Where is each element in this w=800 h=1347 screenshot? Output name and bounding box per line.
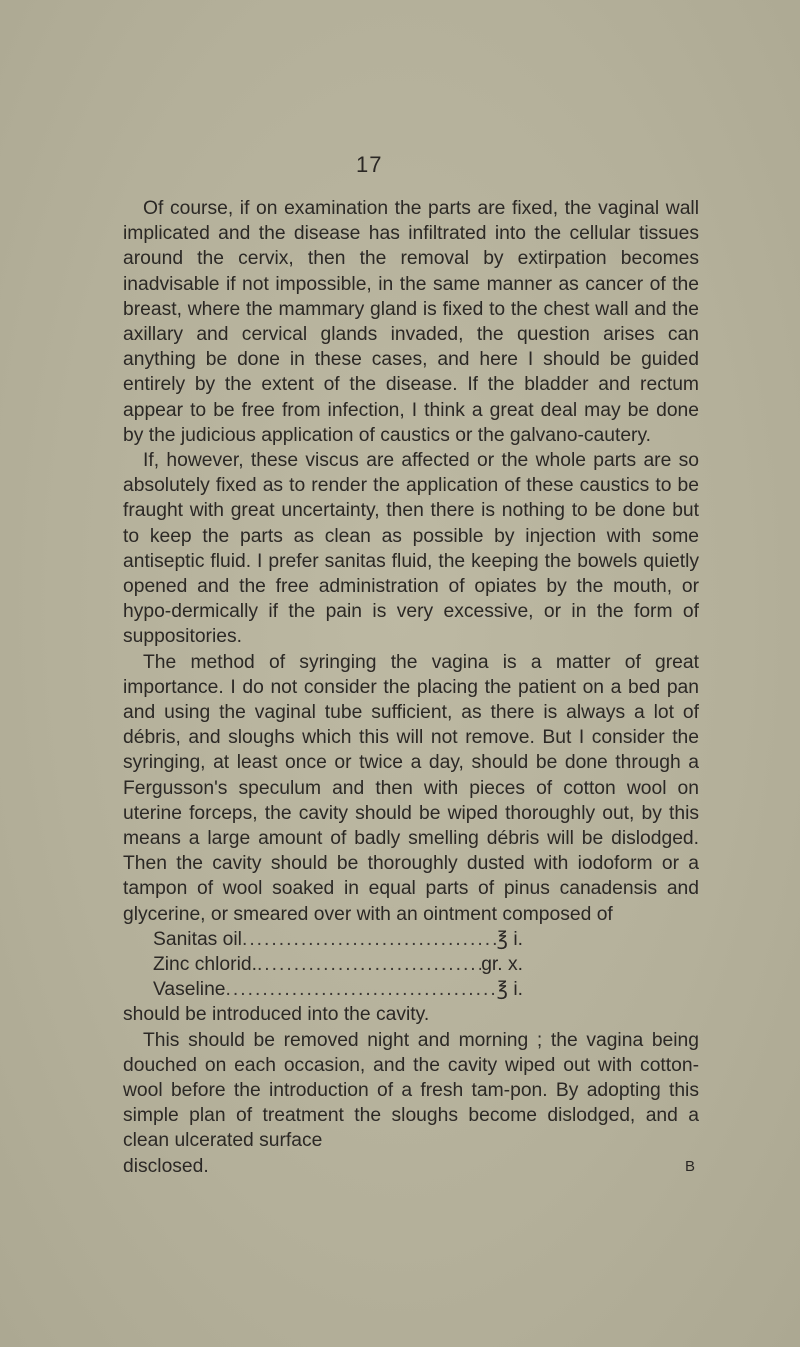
ingredient-quantity: ℥ i. [496,979,523,1001]
ingredient-quantity: gr. x. [481,954,523,976]
paragraph-4: This should be removed night and morning ; the vagina being douched on each occasion, and the cavity wiped out with cotton-wool before the introduction of a fresh tam-pon. By adopting this simple plan of treatment the sloughs become dislodged, and a clean ulcerated surface [123,1029,699,1152]
paragraph-3: The method of syringing the vagina is a matter of great importance. I do not consider the placing the patient on a bed pan and using the vaginal tube sufficient, as there is always a lot of débris, and sloughs which this will not remove. But I consider the syringing, at least once or twice a day, should be done through a Fergusson's speculum and then with pieces of cotton wool on uterine forceps, the cavity should be wiped thoroughly out, by this means a large amount of badly smelling débris will be dislodged. Then the cavity should be thoroughly dusted with iodoform or a tampon of wool soaked in equal parts of pinus canadensis and glycerine, or smeared over with an ointment composed of [123,651,699,925]
paragraph-2: If, however, these viscus are affected or the whole parts are so absolutely fixed as to render the application of these caustics to be fraught with great uncertainty, then there is nothing to be done but to keep the parts as clean as possible by injection with some antiseptic fluid. I prefer sanitas fluid, the keeping the bowels quietly opened and the free administration of opiates by the mouth, or hypo-dermically if the pain is very excessive, or in the form of suppositories. [123,450,699,648]
leader-dots [226,977,497,1002]
closing-word: disclosed. [123,1155,209,1177]
formula-row [153,977,523,1002]
leader-dots [242,927,497,952]
ingredient-name: Zinc chlorid. [153,954,257,976]
ingredient-name: Sanitas oil [153,928,242,950]
formula-row [153,927,523,952]
formula-row [153,952,523,977]
signature-mark: B [684,1157,695,1175]
after-formula-line: should be introduced into the cavity. [123,1004,430,1026]
paragraph-1: Of course, if on examination the parts are fixed, the vaginal wall implicated and the disease has infiltrated into the cellular tissues around the cervix, then the removal by extirpation becomes inadvisable if not impossible, in the same manner as cancer of the breast, where the mammary gland is fixed to the chest wall and the axillary and cervical glands invaded, the question arises can anything be done in these cases, and here I should be guided entirely by the extent of the disease. If the bladder and rectum appear to be free from infection, I think a great deal may be done by the judicious application of caustics or the galvano-cautery. [123,198,699,446]
ingredient-quantity: ℥ i. [496,928,523,950]
ointment-formula [123,927,699,1003]
ingredient-name: Vaseline [153,979,226,1001]
page-number: 17 [356,152,383,177]
body-text [123,196,699,1179]
closing-line [123,1154,699,1179]
leader-dots [257,952,481,977]
